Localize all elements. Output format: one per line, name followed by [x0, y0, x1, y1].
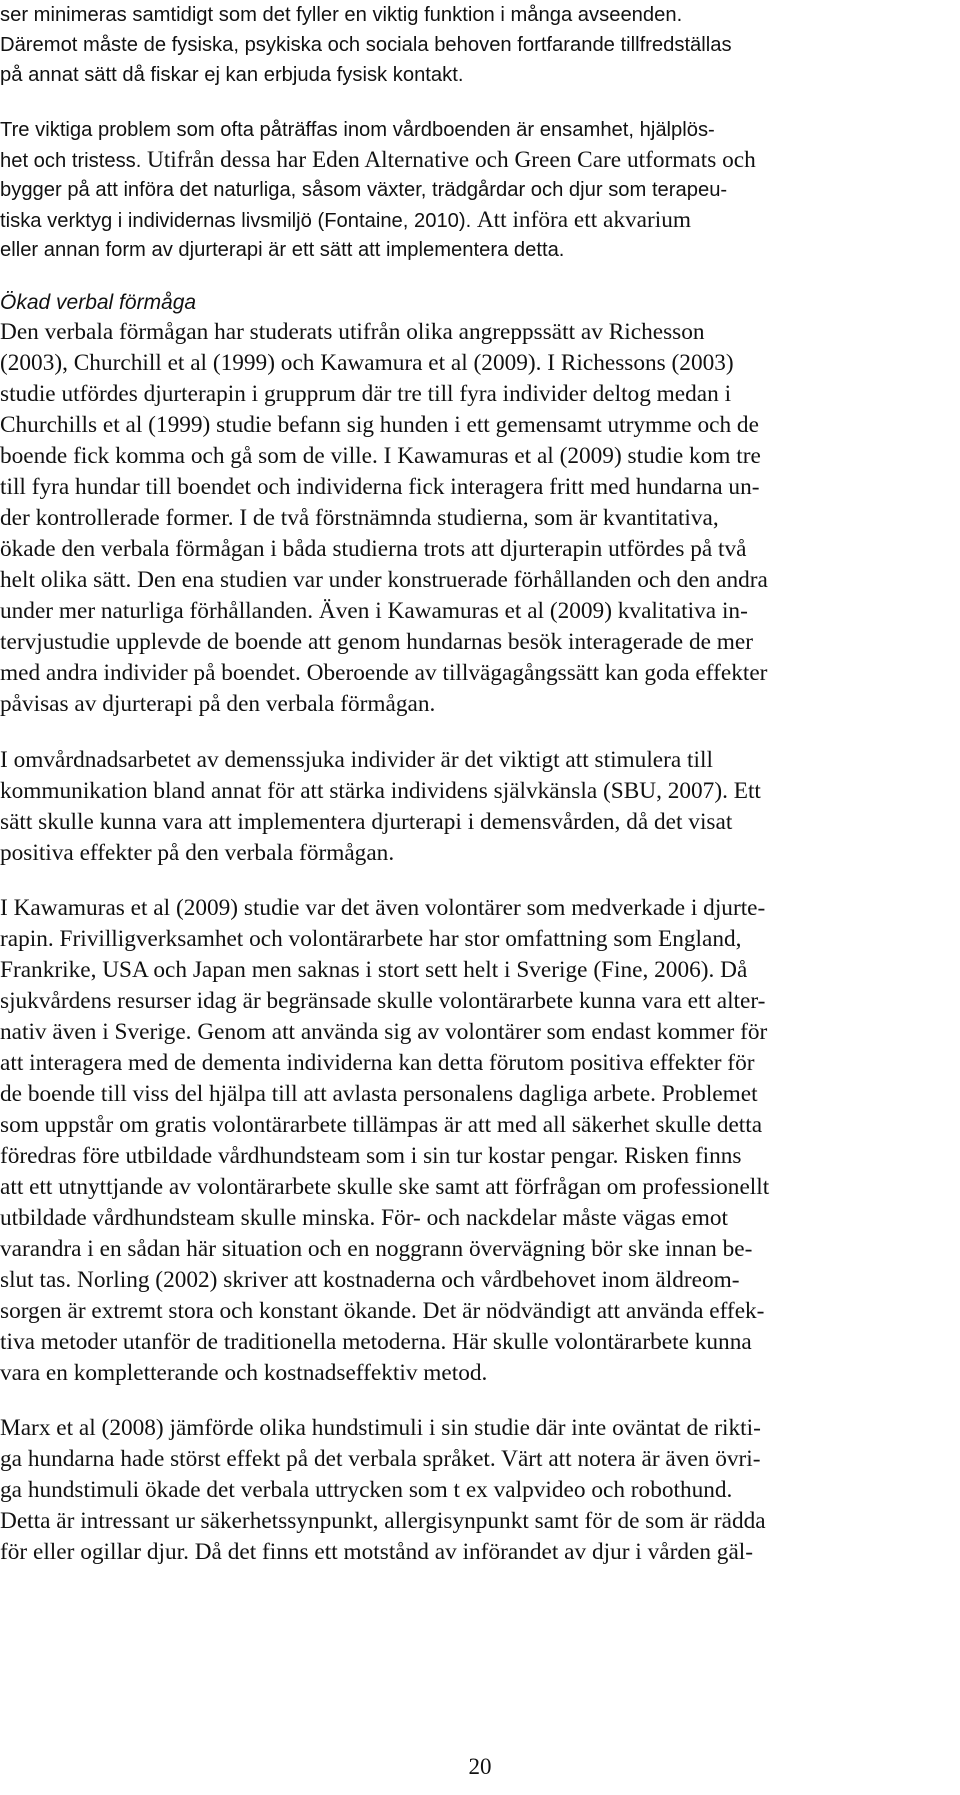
text-line: ökade den verbala förmågan i båda studierna trots att djurterapin utfördes på två [0, 536, 747, 562]
text-line: påvisas av djurterapi på den verbala förmågan. [0, 691, 436, 717]
page-number: 20 [468, 1754, 492, 1779]
text-line: till fyra hundar till boendet och individerna fick interagera fritt med hundarna un- [0, 474, 760, 500]
text-line: att ett utnyttjande av volontärarbete skulle ske samt att förfrågan om professionellt [0, 1174, 770, 1200]
text-line: som uppstår om gratis volontärarbete tillämpas är att med all säkerhet skulle detta [0, 1112, 763, 1138]
text-line: eller annan form av djurterapi är ett sätt att implementera detta. [0, 239, 565, 261]
text-line: föredras före utbildade vårdhundsteam som i sin tur kostar pengar. Risken finns [0, 1143, 742, 1169]
text-segment: Utifrån dessa har Eden Alternative och Green Care utformats och [147, 147, 756, 173]
text-line: Frankrike, USA och Japan men saknas i stort sett helt i Sverige (Fine, 2006). Då [0, 957, 748, 983]
text-line: tervjustudie upplevde de boende att genom hundarnas besök interagerade de mer [0, 629, 753, 655]
text-line: der kontrollerade former. I de två förstnämnda studierna, som är kvantitativa, [0, 505, 719, 531]
text-line: Den verbala förmågan har studerats utifrån olika angreppssätt av Richesson [0, 319, 705, 345]
section-heading: Ökad verbal förmåga [0, 291, 197, 314]
text-segment: Att införa ett akvarium [476, 207, 691, 233]
text-line: Detta är intressant ur säkerhetssynpunkt, allergisynpunkt samt för de som är rädda [0, 1508, 766, 1534]
text-line: I Kawamuras et al (2009) studie var det även volontärer som medverkade i djurte- [0, 895, 766, 921]
text-line: för eller ogillar djur. Då det finns ett motstånd av införandet av djur i vården gäl- [0, 1539, 754, 1565]
text-line: slut tas. Norling (2002) skriver att kostnaderna och vårdbehovet inom äldreom- [0, 1267, 740, 1293]
text-line-mixed [0, 205, 691, 236]
text-line: utbildade vårdhundsteam skulle minska. För- och nackdelar måste vägas emot [0, 1205, 729, 1231]
text-line: på annat sätt då fiskar ej kan erbjuda fysisk kontakt. [0, 64, 464, 86]
text-line: sorgen är extremt stora och konstant ökande. Det är nödvändigt att använda effek- [0, 1298, 765, 1324]
text-line: boende fick komma och gå som de ville. I Kawamuras et al (2009) studie kom tre [0, 443, 761, 469]
text-line: att interagera med de dementa individerna kan detta förutom positiva effekter för [0, 1050, 755, 1076]
text-line-mixed [0, 145, 756, 176]
text-segment: tiska verktyg i individernas livsmiljö (Fontaine, 2010). [0, 210, 472, 232]
text-line: med andra individer på boendet. Oberoende av tillvägagångssätt kan goda effekter [0, 660, 768, 686]
text-line: kommunikation bland annat för att stärka individens självkänsla (SBU, 2007). Ett [0, 778, 761, 804]
text-line: ser minimeras samtidigt som det fyller en viktig funktion i många avseenden. [0, 4, 683, 26]
text-line: Marx et al (2008) jämförde olika hundstimuli i sin studie där inte oväntat de rikti- [0, 1415, 761, 1441]
text-line: nativ även i Sverige. Genom att använda sig av volontärer som endast kommer för [0, 1019, 768, 1045]
text-line: bygger på att införa det naturliga, såsom växter, trädgårdar och djur som terapeu- [0, 179, 728, 201]
text-line: I omvårdnadsarbetet av demenssjuka individer är det viktigt att stimulera till [0, 747, 713, 773]
text-line: ga hundstimuli ökade det verbala uttrycken som t ex valpvideo och robothund. [0, 1477, 733, 1503]
text-line: sätt skulle kunna vara att implementera djurterapi i demensvården, då det visat [0, 809, 733, 835]
text-line: sjukvårdens resurser idag är begränsade skulle volontärarbete kunna vara ett alter- [0, 988, 766, 1014]
text-segment: het och tristess. [0, 150, 142, 172]
text-line: positiva effekter på den verbala förmågan. [0, 840, 395, 866]
text-line: ga hundarna hade störst effekt på det verbala språket. Värt att notera är även övri- [0, 1446, 761, 1472]
text-line: tiva metoder utanför de traditionella metoderna. Här skulle volontärarbete kunna [0, 1329, 752, 1355]
text-line: rapin. Frivilligverksamhet och volontärarbete har stor omfattning som England, [0, 926, 742, 952]
text-line: vara en kompletterande och kostnadseffektiv metod. [0, 1360, 488, 1386]
text-line: de boende till viss del hjälpa till att avlasta personalens dagliga arbete. Problemet [0, 1081, 758, 1107]
text-line: under mer naturliga förhållanden. Även i Kawamuras et al (2009) kvalitativa in- [0, 598, 748, 624]
text-line: Churchills et al (1999) studie befann sig hunden i ett gemensamt utrymme och de [0, 412, 759, 438]
text-line: varandra i en sådan här situation och en noggrann övervägning bör ske innan be- [0, 1236, 753, 1262]
text-line: (2003), Churchill et al (1999) och Kawamura et al (2009). I Richessons (2003) [0, 350, 734, 376]
text-line: studie utfördes djurterapin i grupprum där tre till fyra individer deltog medan i [0, 381, 732, 407]
text-line: Tre viktiga problem som ofta påträffas inom vårdboenden är ensamhet, hjälplös- [0, 119, 715, 141]
text-line: helt olika sätt. Den ena studien var under konstruerade förhållanden och den andra [0, 567, 768, 593]
text-line: Däremot måste de fysiska, psykiska och sociala behoven fortfarande tillfredställas [0, 34, 732, 56]
